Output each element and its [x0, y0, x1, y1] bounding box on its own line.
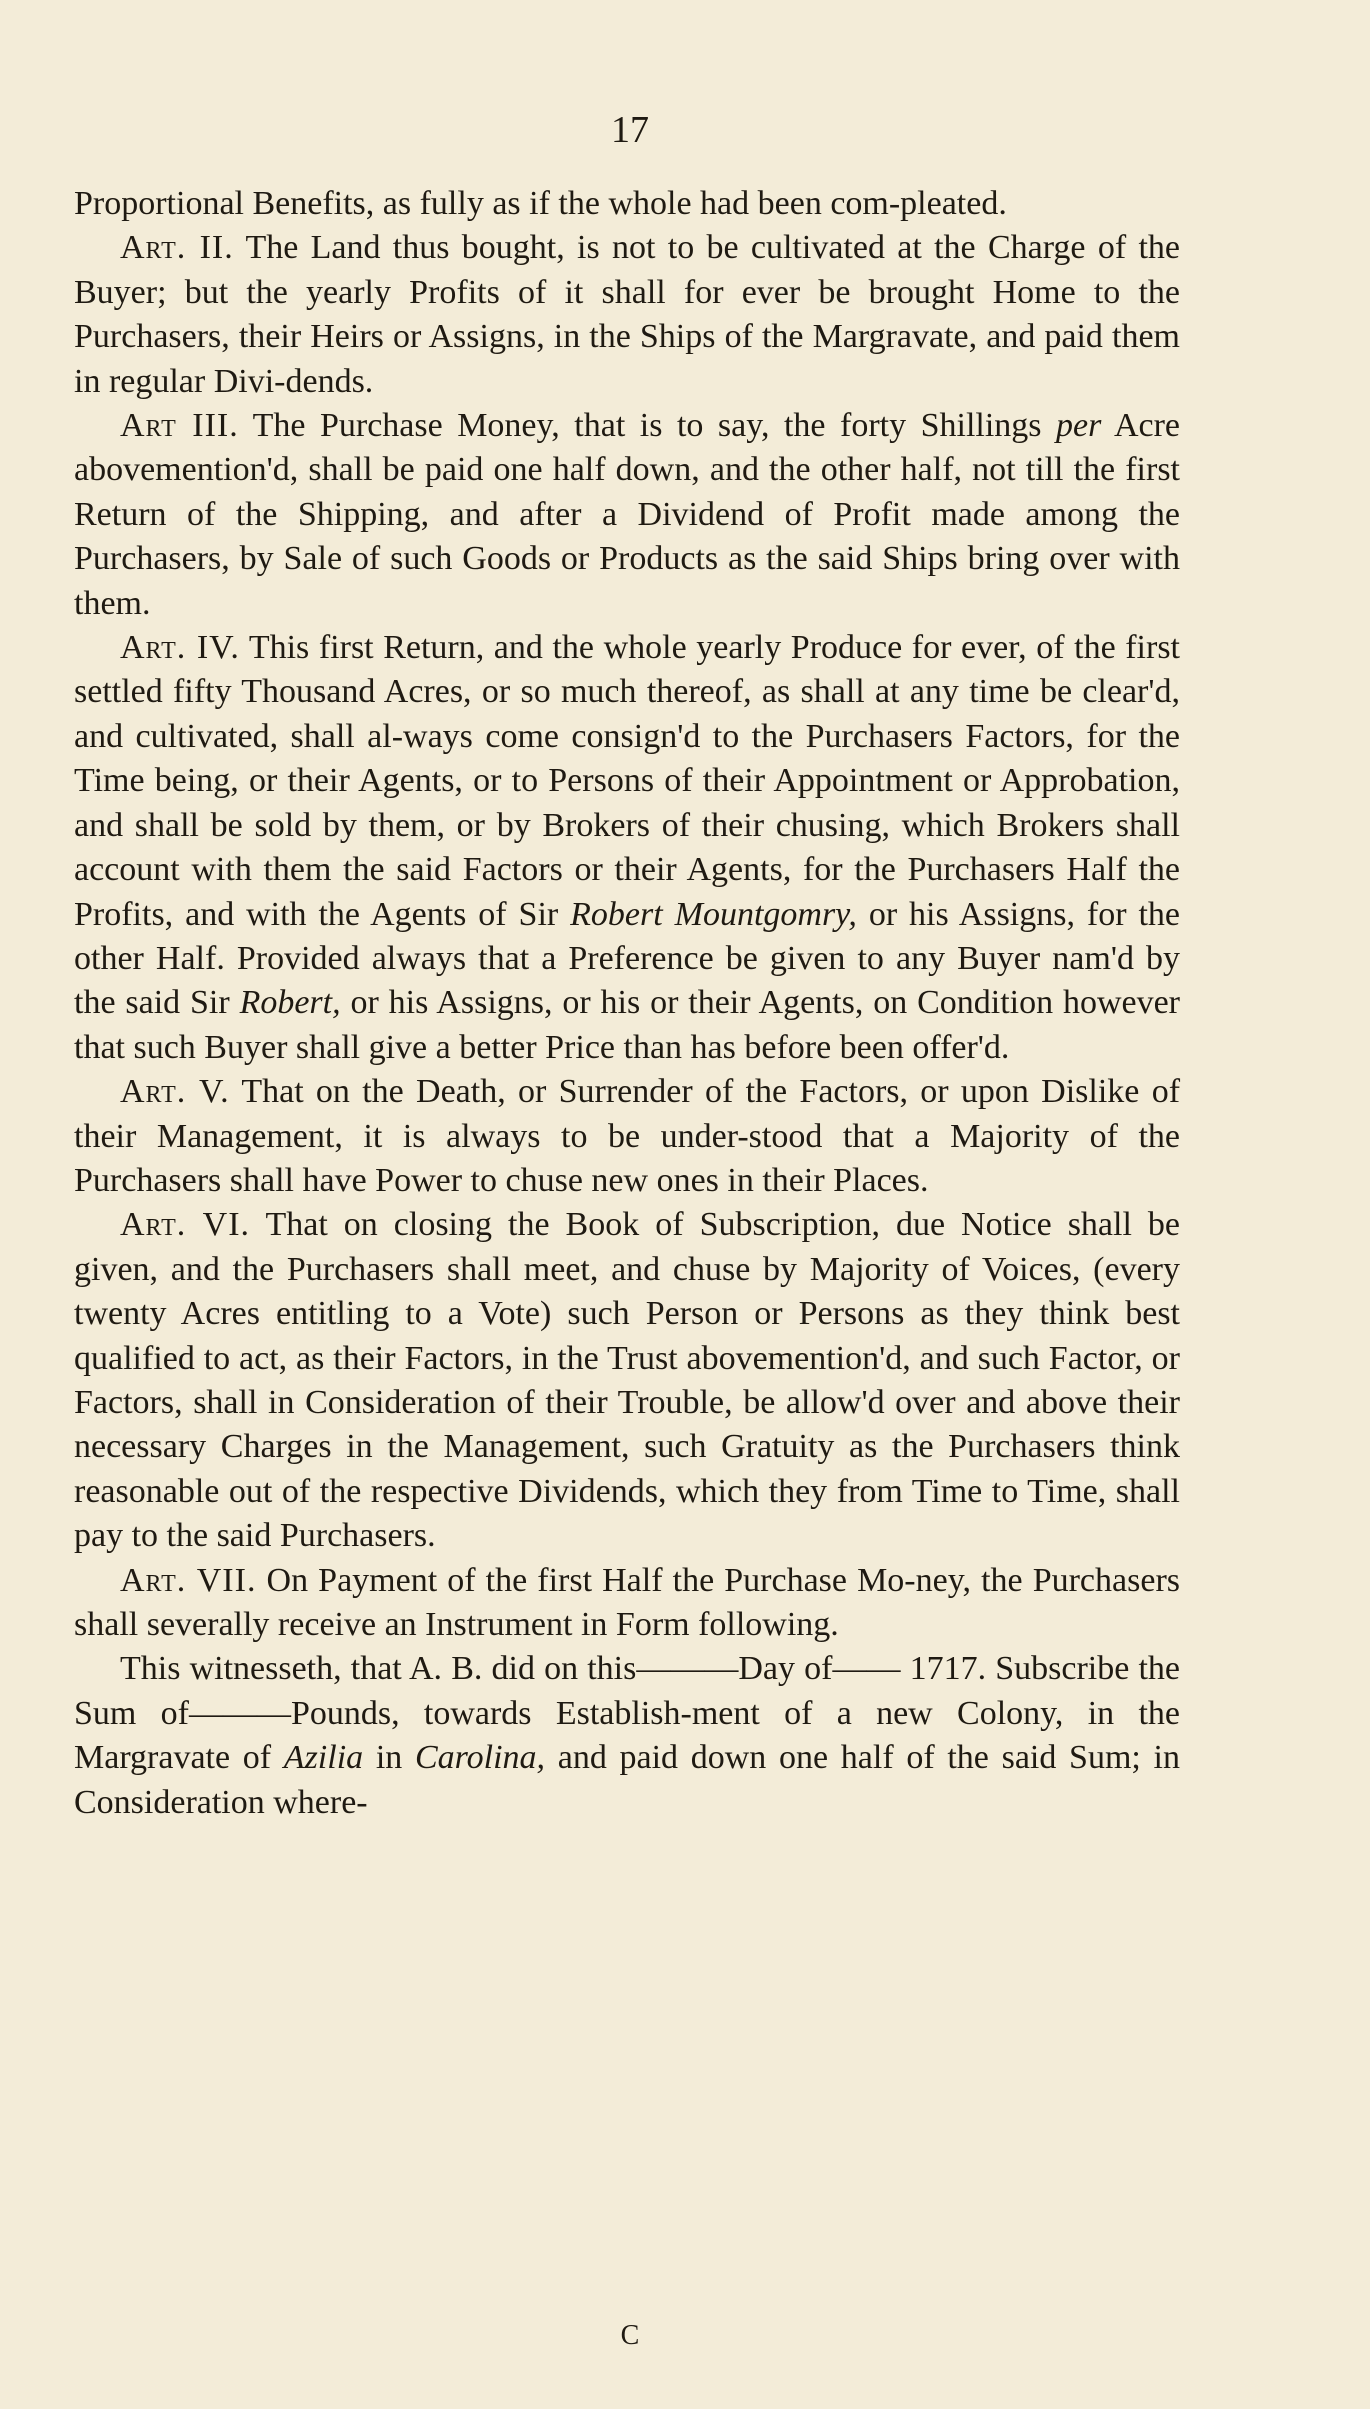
article-text: or his Assigns, or his or their Agents, on Condition however that such Buyer shall give a better Price than has before been offer'd.: [74, 984, 1181, 1066]
article-text: Acre abovemention'd, shall be paid one half down, and the other half, not till the first Return of the Shipping, and after a Dividend of Profit made among the Purchasers, by Sale of such Goods or Products as the said Ships bring over with them.: [74, 407, 1181, 622]
signature-mark: C: [620, 2320, 640, 2351]
italic-place: Carolina,: [414, 1739, 546, 1777]
article-2: [74, 226, 1180, 404]
article-label: Art. II.: [120, 229, 234, 267]
italic-term: per: [1056, 407, 1102, 445]
article-label: Art. V.: [120, 1073, 230, 1111]
italic-name: Robert Mountgomry,: [570, 895, 857, 933]
article-7: [74, 1559, 1180, 1648]
paragraph-text: This witnesseth, that A. B. did on this———Day of—— 1717. Subscribe the Sum of———Pounds, towards Establish-ment of a new Colony, in the Margravate of: [74, 1650, 1180, 1777]
article-3: [74, 404, 1180, 626]
article-6: [74, 1203, 1180, 1558]
article-label: Art. VI.: [120, 1206, 251, 1244]
article-text: This first Return, and the whole yearly Produce for ever, of the first settled fifty Thousand Acres, or so much thereof, as shall at any time be clear'd, and cultivated, shall al-ways come consign'd to the Purchasers Factors, for the Time being, or their Agents, or to Persons of their Appointment or Approbation, and shall be sold by them, or by Brokers of their chusing, which Brokers shall account with them the said Factors or their Agents, for the Purchasers Half the Profits, and with the Agents of Sir: [74, 629, 1181, 933]
article-label: Art. IV.: [120, 629, 240, 667]
article-text: The Land thus bought, is not to be cultivated at the Charge of the Buyer; but the yearly Profits of it shall for ever be brought Home to the Purchasers, their Heirs or Assigns, in the Ships of the Margravate, and paid them in regular Divi-dends.: [74, 229, 1180, 400]
paragraph-text: Proportional Benefits, as fully as if the whole had been com-pleated.: [74, 185, 1007, 222]
article-label: Art III.: [120, 407, 239, 445]
article-5: [74, 1070, 1180, 1203]
page-number: 17: [611, 109, 649, 151]
paragraph-text: in: [363, 1739, 415, 1777]
italic-place: Azilia: [283, 1739, 364, 1777]
italic-name: Robert,: [239, 984, 341, 1022]
paragraph-text: and paid down one half of the said Sum; in Consideration where-: [74, 1739, 1180, 1821]
article-text: That on the Death, or Surrender of the Factors, or upon Dislike of their Management, it is always to be under-stood that a Majority of the Purchasers shall have Power to chuse new ones in their Places.: [74, 1073, 1181, 1199]
body-text: [74, 182, 1180, 1825]
instrument-form-text: [74, 1647, 1180, 1825]
article-4: [74, 626, 1180, 1070]
article-text: That on closing the Book of Subscription, due Notice shall be given, and the Purchasers shall meet, and chuse by Majority of Voices, (every twenty Acres entitling to a Vote) such Person or Persons as they think best qualified to act, as their Factors, in the Trust abovemention'd, and such Factor, or Factors, shall in Consideration of their Trouble, be allow'd over and above their necessary Charges in the Management, such Gratuity as the Purchasers think reasonable out of the respective Dividends, which they from Time to Time, shall pay to the said Purchasers.: [74, 1206, 1181, 1555]
article-text: The Purchase Money, that is to say, the forty Shillings: [252, 407, 1057, 445]
article-label: Art. VII.: [120, 1561, 257, 1599]
article-text: or his Assigns, for the other Half. Provided always that a Preference be given to any Buyer nam'd by the said Sir: [74, 895, 1180, 1022]
article-text: On Payment of the first Half the Purchase Mo-ney, the Purchasers shall severally receive an Instrument in Form following.: [74, 1561, 1180, 1643]
paragraph-continuation: [74, 182, 1180, 226]
